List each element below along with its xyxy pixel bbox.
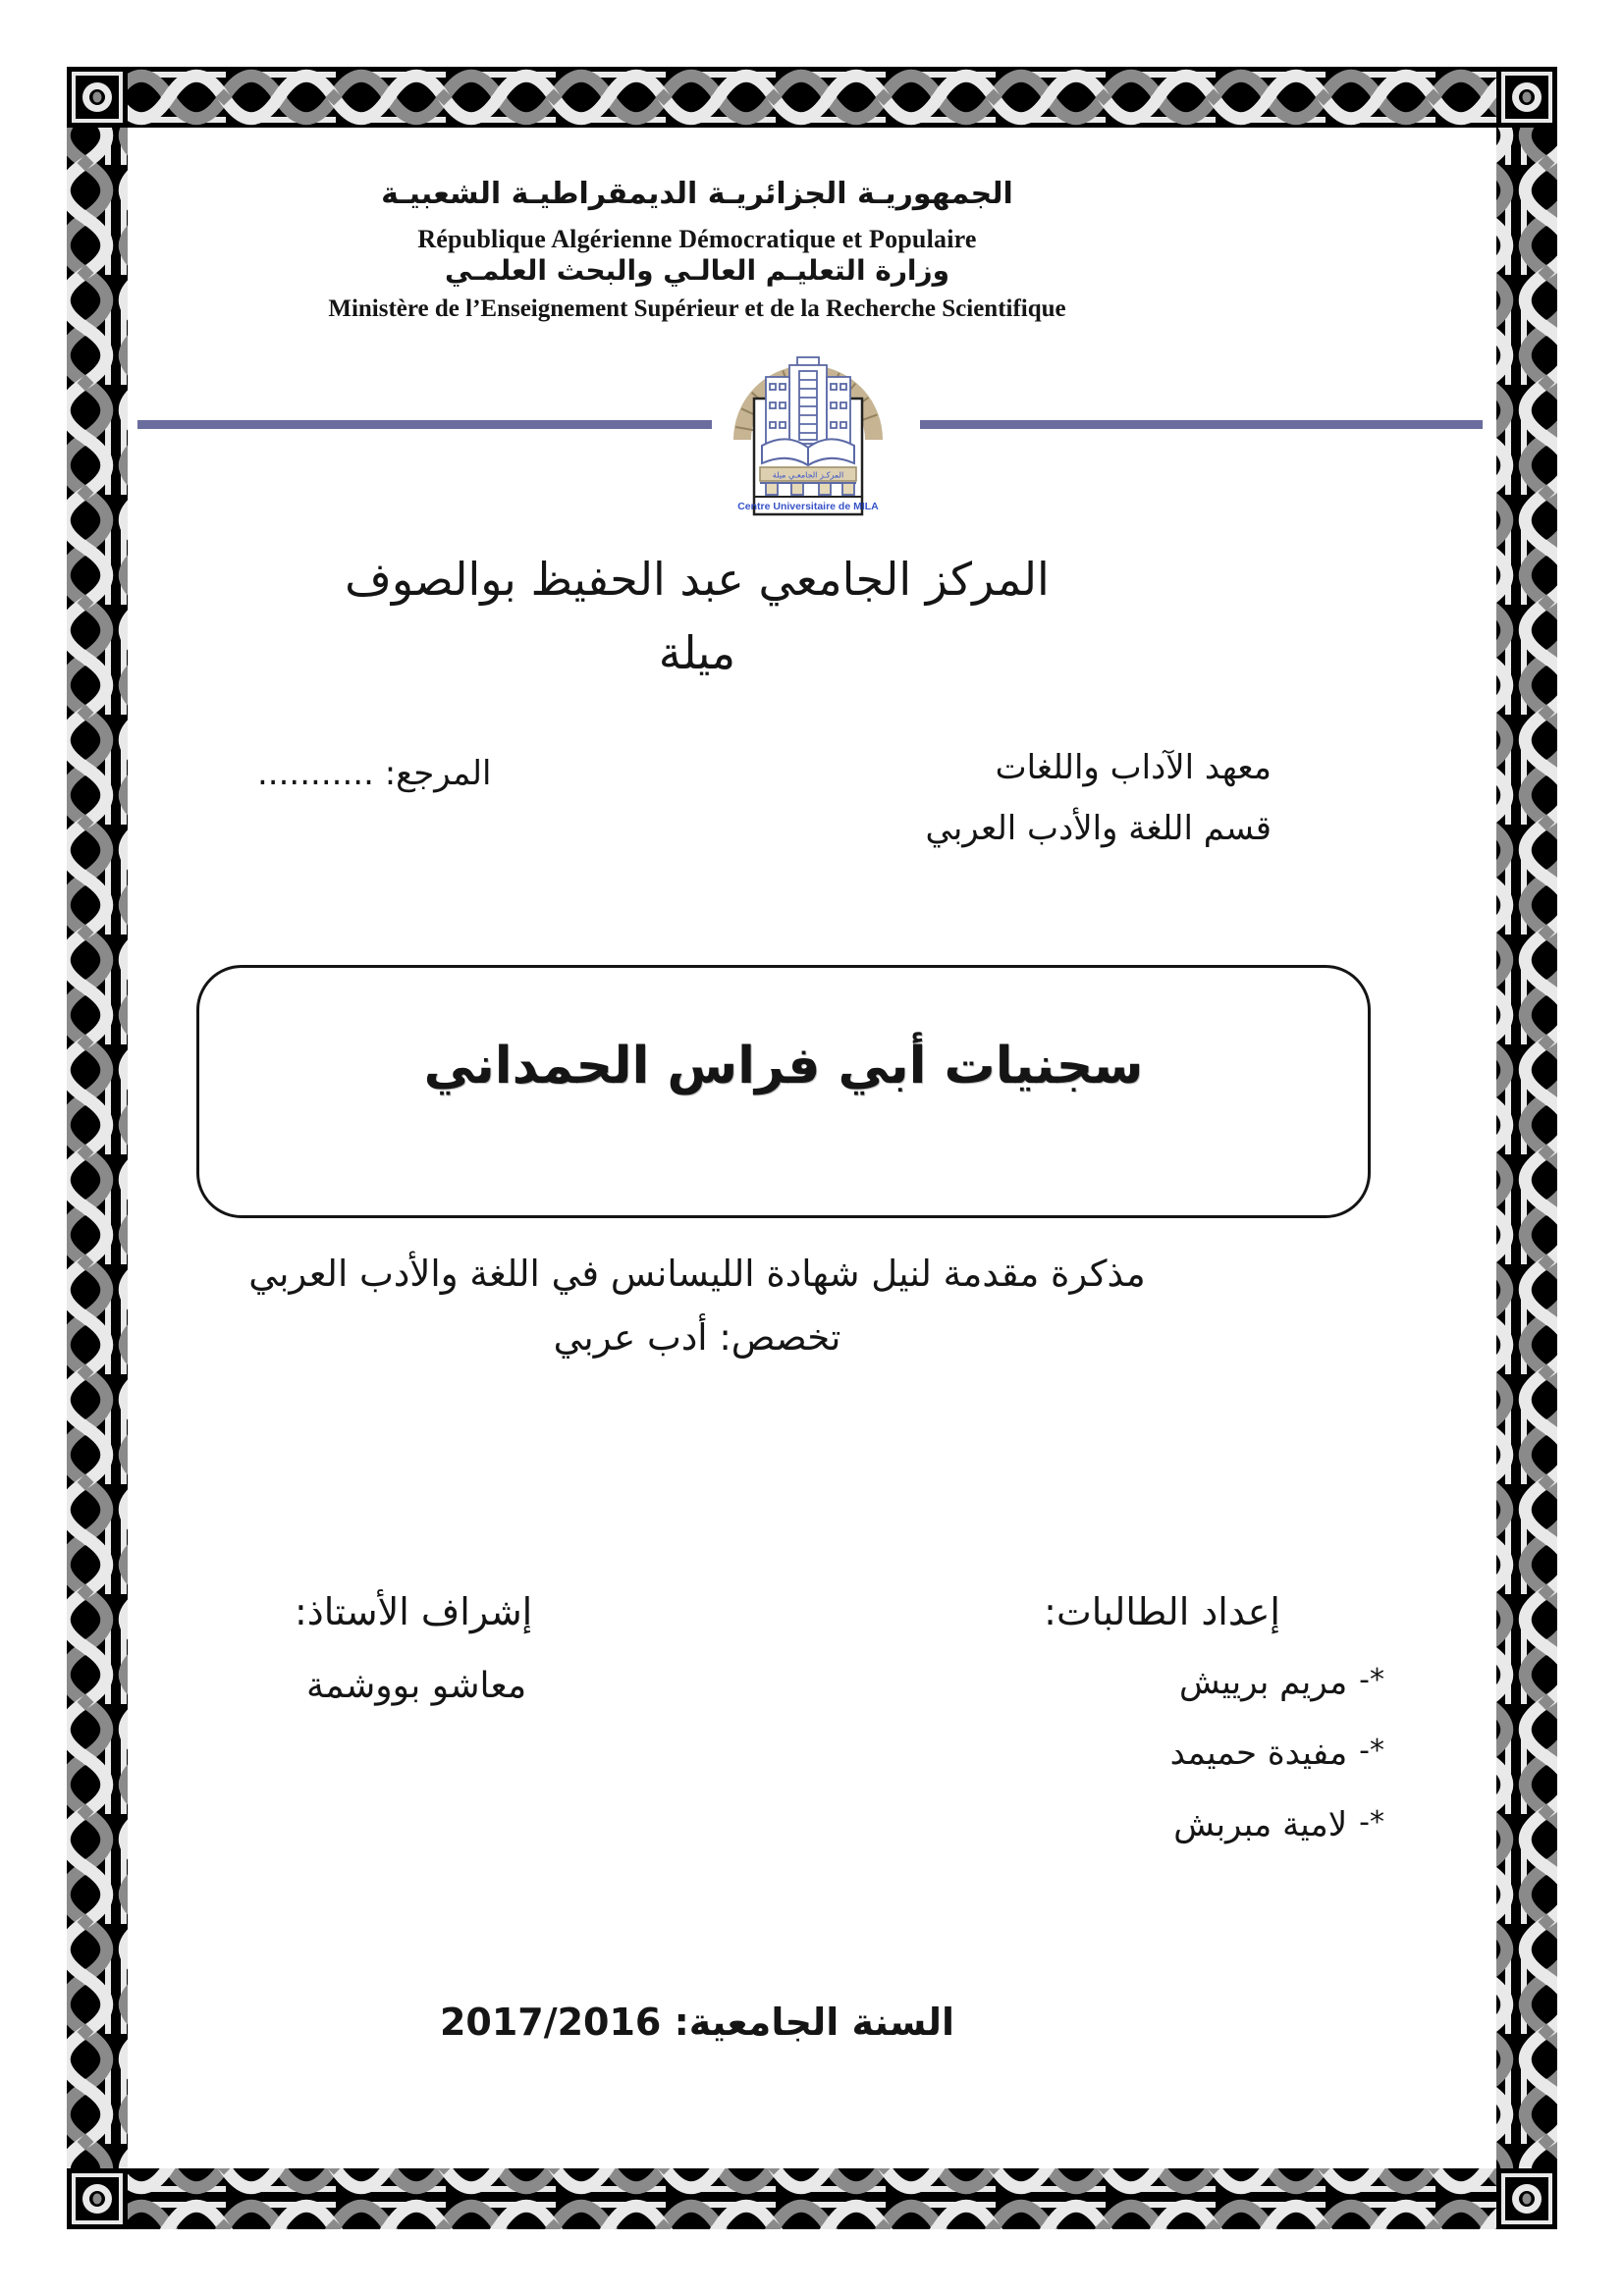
department-name: قسم اللغة والأدب العربي: [925, 809, 1272, 848]
logo-caption: Centre Universitaire de MILA: [737, 501, 879, 512]
ministry-name-french: Ministère de l’Enseignement Supérieur et de la Recherche Scientifique: [328, 295, 1066, 322]
logo-building: [766, 357, 850, 444]
students-section-header: إعداد الطالبات:: [1044, 1590, 1280, 1633]
student-row: [1173, 1805, 1384, 1844]
divider-line-left: [137, 420, 712, 429]
student-bullet: *-: [1359, 1663, 1384, 1697]
university-logo: [731, 340, 886, 522]
ministry-name-arabic: وزارة التعليـم العالـي والبحث العلمـي: [444, 254, 950, 287]
divider-line-right: [920, 420, 1483, 429]
reference-field: المرجع: ...........: [257, 754, 492, 793]
student-name: مفيدة حميمد: [1169, 1734, 1348, 1773]
student-name: مريم برييش: [1179, 1663, 1348, 1702]
republic-name-arabic: الجمهوريـة الجزائريـة الديمقراطيـة الشعبيـة: [381, 177, 1013, 211]
logo-banner-text: المركـز الجامعـي ميلة: [772, 470, 844, 480]
student-name: لامية مبربش: [1173, 1805, 1348, 1844]
university-city: ميلة: [658, 626, 736, 679]
student-row: [1170, 1734, 1384, 1773]
memoir-speciality: تخصص: أدب عربي: [553, 1316, 841, 1359]
institute-name: معهد الآداب واللغات: [995, 748, 1272, 787]
thesis-title-box: [196, 965, 1371, 1218]
supervisor-section-header: إشراف الأستاذ:: [295, 1590, 533, 1633]
university-name: المركز الجامعي عبد الحفيظ بوالصوف: [345, 553, 1050, 606]
student-row: [1179, 1663, 1384, 1702]
academic-year-line: [128, 2001, 1267, 2044]
academic-year-value: 2017/2016: [439, 2001, 662, 2044]
thesis-title: سجنيات أبي فراس الحمداني: [423, 1037, 1144, 1095]
memoir-description: مذكرة مقدمة لنيل شهادة الليسانس في اللغة والأدب العربي: [248, 1253, 1146, 1295]
student-bullet: *-: [1359, 1805, 1384, 1840]
republic-name-french: République Algérienne Démocratique et Populaire: [417, 225, 977, 253]
academic-year-label: السنة الجامعية:: [674, 2001, 955, 2044]
supervisor-name: معاشو بووشمة: [306, 1666, 527, 1706]
student-bullet: *-: [1359, 1734, 1384, 1768]
